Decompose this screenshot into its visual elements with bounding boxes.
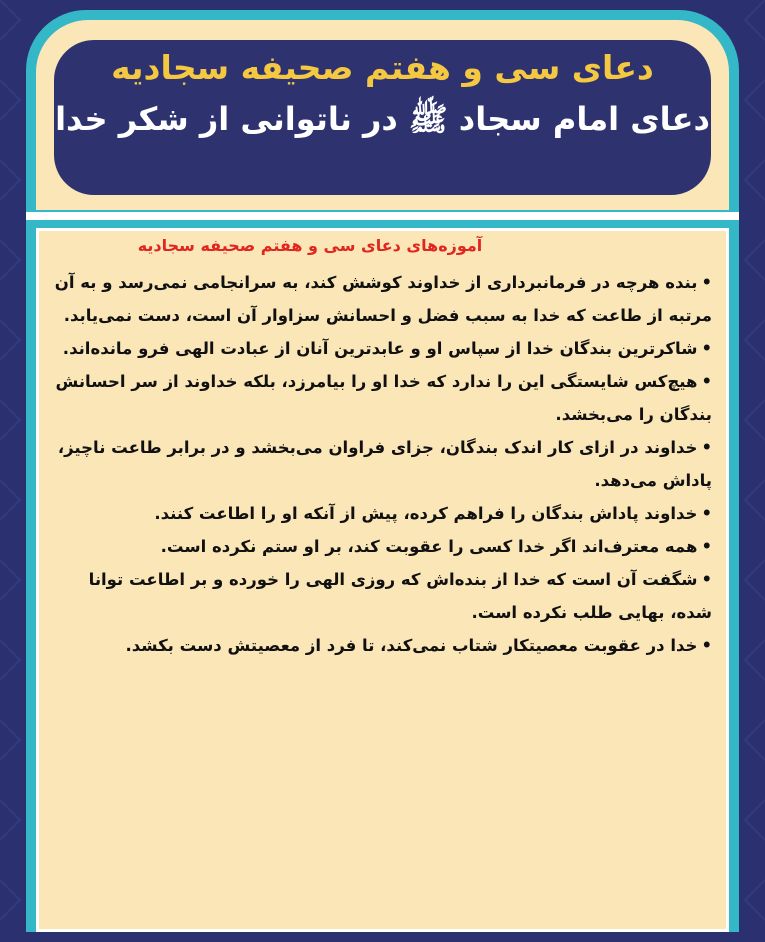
list-item-text: شگفت آن است که خدا از بنده‌اش که روزی الهی را خورده و بر اطاعت توانا شده، بهایی طلب نکرده است. <box>88 570 712 622</box>
list-item <box>52 431 712 497</box>
list-item <box>52 497 712 530</box>
list-item-text: خداوند پاداش بندگان را فراهم کرده، پیش از آنکه او را اطاعت کنند. <box>154 504 698 523</box>
bullet-icon: • <box>701 636 712 655</box>
list-item-text: هیچ‌کس شایستگی این را ندارد که خدا او را بیامرزد، بلکه خداوند از سر احسانش بندگان را می‌بخشد. <box>55 372 712 424</box>
bullet-icon: • <box>701 504 712 523</box>
list-item <box>52 530 712 563</box>
section-heading: آموزه‌های دعای سی و هفتم صحیفه سجادیه <box>137 236 483 255</box>
bullet-icon: • <box>701 273 712 292</box>
list-item-text: خداوند در ازای کار اندک بندگان، جزای فراوان می‌بخشد و در برابر طاعت ناچیز، پاداش می‌دهد. <box>57 438 712 490</box>
list-item <box>52 629 712 662</box>
bullet-icon: • <box>701 537 712 556</box>
list-item-text: شاکرترین بندگان خدا از سپاس او و عابدترین آنان از عبادت الهی فرو مانده‌اند. <box>62 339 698 358</box>
list-item <box>52 365 712 431</box>
list-item <box>52 563 712 629</box>
bullet-icon: • <box>701 372 712 391</box>
list-item-text: همه معترف‌اند اگر خدا کسی را عقوبت کند، بر او ستم نکرده است. <box>160 537 698 556</box>
list-item <box>52 266 712 332</box>
list-item <box>52 332 712 365</box>
list-item-text: خدا در عقوبت معصیتکار شتاب نمی‌کند، تا فرد از معصیتش دست بکشد. <box>125 636 698 655</box>
divider-white <box>26 212 739 220</box>
list-item-text: بنده هرچه در فرمانبرداری از خداوند کوشش کند، به سرانجامی نمی‌رسد و به آن مرتبه از طاعت که خدا به سبب فضل و احسانش سزاوار آن است، دست نمی‌یابد. <box>54 273 712 325</box>
bullet-icon: • <box>701 438 712 457</box>
page-subtitle: دعای امام سجاد ﷺ در ناتوانی از شکر خدا <box>55 100 710 138</box>
bullet-icon: • <box>701 570 712 589</box>
lessons-list <box>52 266 712 662</box>
bullet-icon: • <box>701 339 712 358</box>
page-title: دعای سی و هفتم صحیفه سجادیه <box>111 48 654 87</box>
